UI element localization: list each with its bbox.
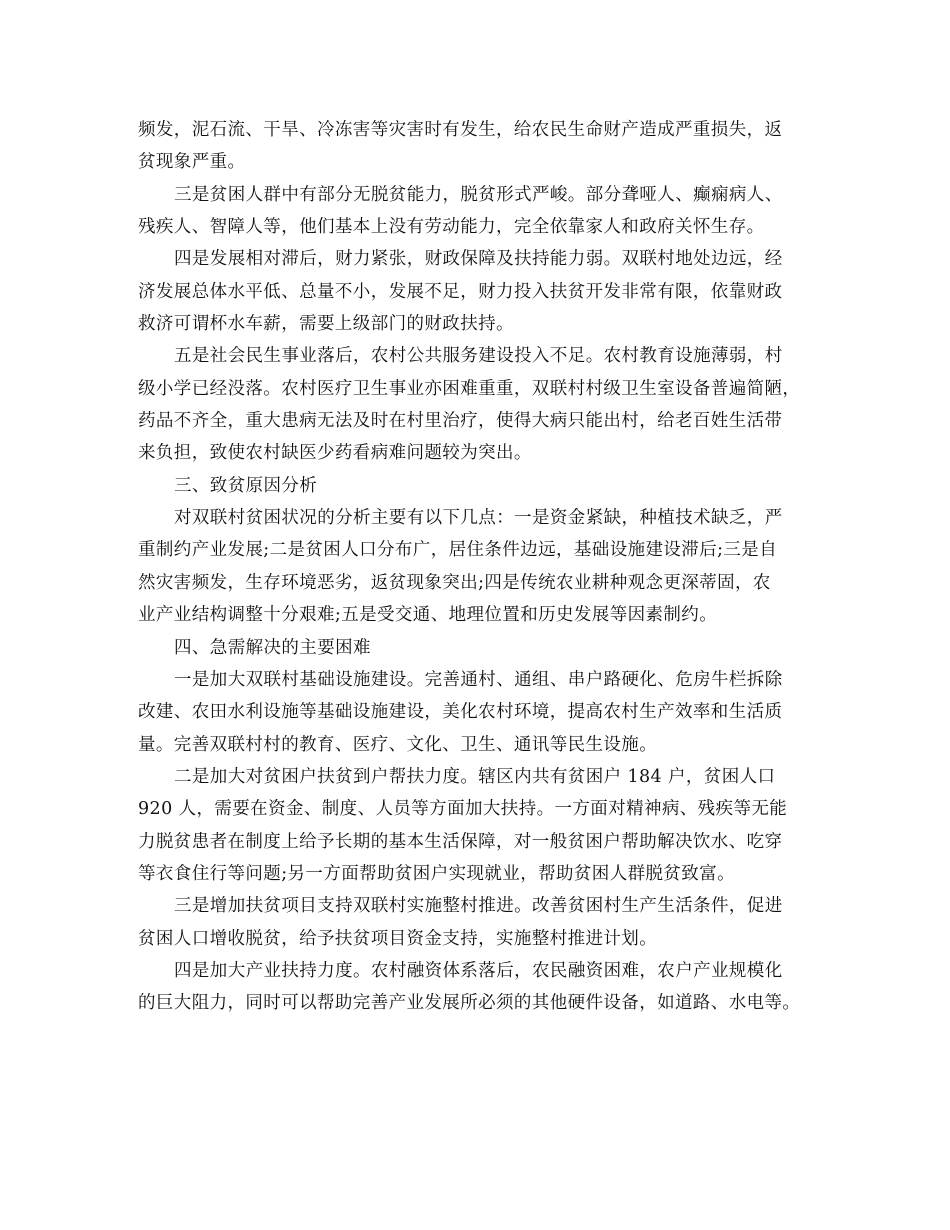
text-line: 改建、农田水利设施等基础设施建设，美化农村环境，提高农村生产效率和生活质 bbox=[138, 702, 783, 723]
text-line: 药品不齐全，重大患病无法及时在村里治疗，使得大病只能出村，给老百姓生活带 bbox=[138, 411, 783, 432]
text-line: 来负担，致使农村缺医少药看病难问题较为突出。 bbox=[138, 443, 532, 464]
paragraph-start-line: 四是发展相对滞后，财力紧张，财政保障及扶持能力弱。双联村地处边远，经 bbox=[174, 249, 783, 270]
text-line: 级小学已经没落。农村医疗卫生事业亦困难重重，双联村村级卫生室设备普遍简陋， bbox=[138, 378, 801, 399]
text-line: 残疾人、智障人等，他们基本上没有劳动能力，完全依靠家人和政府关怀生存。 bbox=[138, 217, 765, 238]
paragraph-start-line: 三是增加扶贫项目支持双联村实施整村推进。改善贫困村生产生活条件，促进 bbox=[174, 896, 783, 917]
paragraph-start-line: 一是加大双联村基础设施建设。完善通村、通组、串户路硬化、危房牛栏拆除 bbox=[174, 669, 783, 690]
document-page bbox=[138, 114, 813, 1020]
section-heading: 四、急需解决的主要困难 bbox=[174, 637, 371, 658]
text-line: 等衣食住行等问题;另一方面帮助贫困户实现就业，帮助贫困人群脱贫致富。 bbox=[138, 863, 735, 884]
paragraph-start-line: 三是贫困人群中有部分无脱贫能力，脱贫形式严峻。部分聋哑人、癫痫病人、 bbox=[174, 184, 783, 205]
text-line: 济发展总体水平低、总量不小，发展不足，财力投入扶贫开发非常有限，依靠财政 bbox=[138, 281, 783, 302]
paragraph-start-line: 四是加大产业扶持力度。农村融资体系落后，农民融资困难，农户产业规模化 bbox=[174, 960, 783, 981]
text-line: 贫困人口增收脱贫，给予扶贫项目资金支持，实施整村推进计划。 bbox=[138, 928, 658, 949]
text-line: 的巨大阻力，同时可以帮助完善产业发展所必须的其他硬件设备，如道路、水电等。 bbox=[138, 993, 801, 1014]
text-line: 救济可谓杯水车薪，需要上级部门的财政扶持。 bbox=[138, 314, 514, 335]
section-heading: 三、致贫原因分析 bbox=[174, 475, 318, 496]
text-line: 920 人，需要在资金、制度、人员等方面加大扶持。一方面对精神病、残疾等无能 bbox=[138, 799, 788, 820]
text-line: 业产业结构调整十分艰难;五是受交通、地理位置和历史发展等因素制约。 bbox=[138, 605, 718, 626]
text-line: 然灾害频发，生存环境恶劣，返贫现象突出;四是传统农业耕种观念更深蒂固，农 bbox=[138, 572, 771, 593]
paragraph-start-line: 对双联村贫困状况的分析主要有以下几点：一是资金紧缺，种植技术缺乏，严 bbox=[174, 508, 783, 529]
paragraph-start-line: 五是社会民生事业落后，农村公共服务建设投入不足。农村教育设施薄弱，村 bbox=[174, 346, 783, 367]
text-line: 量。完善双联村村的教育、医疗、文化、卫生、通讯等民生设施。 bbox=[138, 734, 658, 755]
text-line: 力脱贫患者在制度上给予长期的基本生活保障，对一般贫困户帮助解决饮水、吃穿 bbox=[138, 831, 783, 852]
text-line: 贫现象严重。 bbox=[138, 152, 246, 173]
text-line: 重制约产业发展;二是贫困人口分布广，居住条件边远，基础设施建设滞后;三是自 bbox=[138, 540, 778, 561]
text-line: 频发，泥石流、干旱、冷冻害等灾害时有发生，给农民生命财产造成严重损失，返 bbox=[138, 120, 783, 140]
paragraph-start-line: 二是加大对贫困户扶贫到户帮扶力度。辖区内共有贫困户 184 户，贫困人口 bbox=[174, 766, 776, 787]
